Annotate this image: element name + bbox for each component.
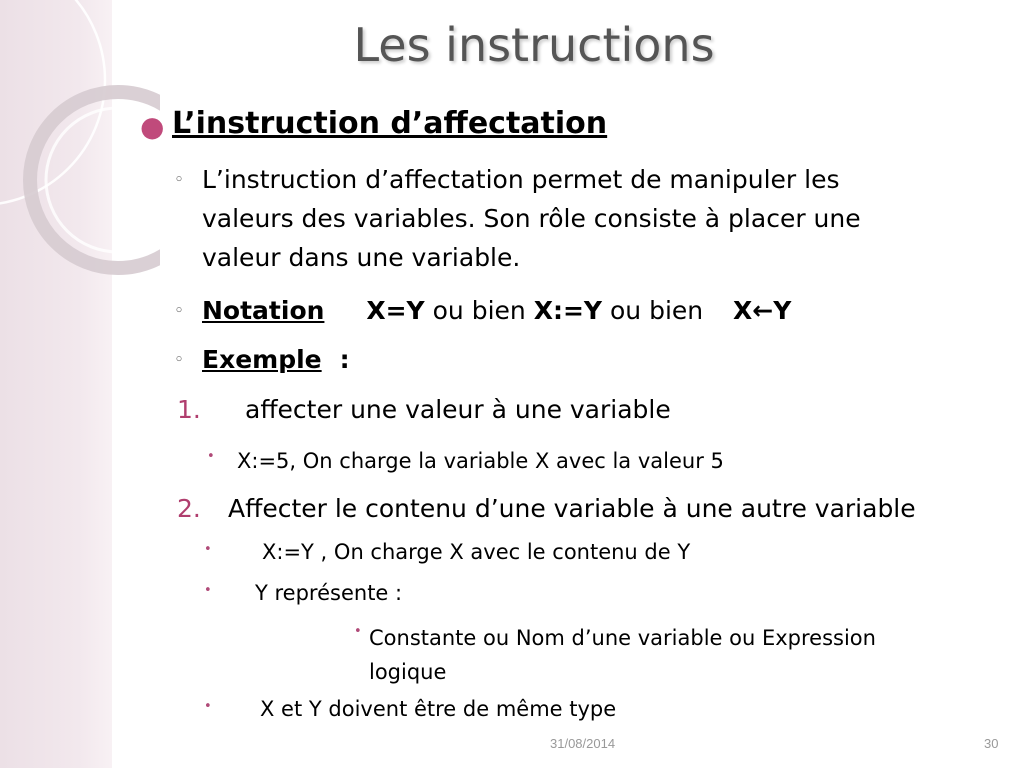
slide-title: Les instructions	[353, 18, 715, 72]
list-number: 2.	[177, 494, 201, 523]
small-bullet-icon: •	[204, 583, 212, 598]
footer-date: 31/08/2014	[550, 736, 616, 751]
list-subitem: X:=5, On charge la variable X avec la valeur 5	[237, 449, 724, 473]
example-label: Exemple	[202, 345, 322, 374]
small-bullet-icon: •	[204, 699, 212, 714]
list-item-text: Affecter le contenu d’une variable à une autre variable	[228, 494, 916, 523]
page-number: 30	[984, 736, 999, 751]
paragraph-line: valeur dans une variable.	[202, 243, 521, 272]
ring-bullet-icon: ◦	[174, 350, 185, 370]
example-line	[202, 340, 350, 379]
small-bullet-icon: •	[204, 542, 212, 557]
notation-or: ou bien	[609, 296, 704, 325]
ring-bullet-icon: ◦	[174, 170, 185, 190]
notation-formula-1: X=Y	[366, 296, 425, 325]
notation-or: ou bien	[432, 296, 526, 325]
list-number: 1.	[177, 395, 201, 424]
list-subitem: X:=Y , On charge X avec le contenu de Y	[262, 540, 691, 564]
section-heading: L’instruction d’affectation	[172, 106, 608, 141]
detail-line: Constante ou Nom d’une variable ou Expression	[369, 626, 876, 650]
notation-label: Notation	[202, 296, 325, 325]
bullet-dot-icon: ●	[140, 110, 165, 143]
small-bullet-icon: •	[354, 624, 362, 639]
list-item-text: affecter une valeur à une variable	[245, 395, 671, 424]
small-bullet-icon: •	[207, 449, 215, 464]
list-subitem: X et Y doivent être de même type	[260, 697, 617, 721]
notation-formula-2: X:=Y	[533, 296, 603, 325]
paragraph-line: L’instruction d’affectation permet de manipuler les	[202, 165, 840, 194]
example-colon: :	[339, 345, 350, 374]
notation-formula-3: X←Y	[733, 296, 792, 325]
detail-line: logique	[369, 660, 447, 684]
list-subitem-detail	[369, 621, 876, 689]
ring-bullet-icon: ◦	[174, 301, 185, 321]
list-subitem: Y représente :	[255, 581, 403, 605]
paragraph	[202, 160, 861, 277]
paragraph-line: valeurs des variables. Son rôle consiste à placer une	[202, 204, 861, 233]
notation-line	[202, 291, 791, 330]
